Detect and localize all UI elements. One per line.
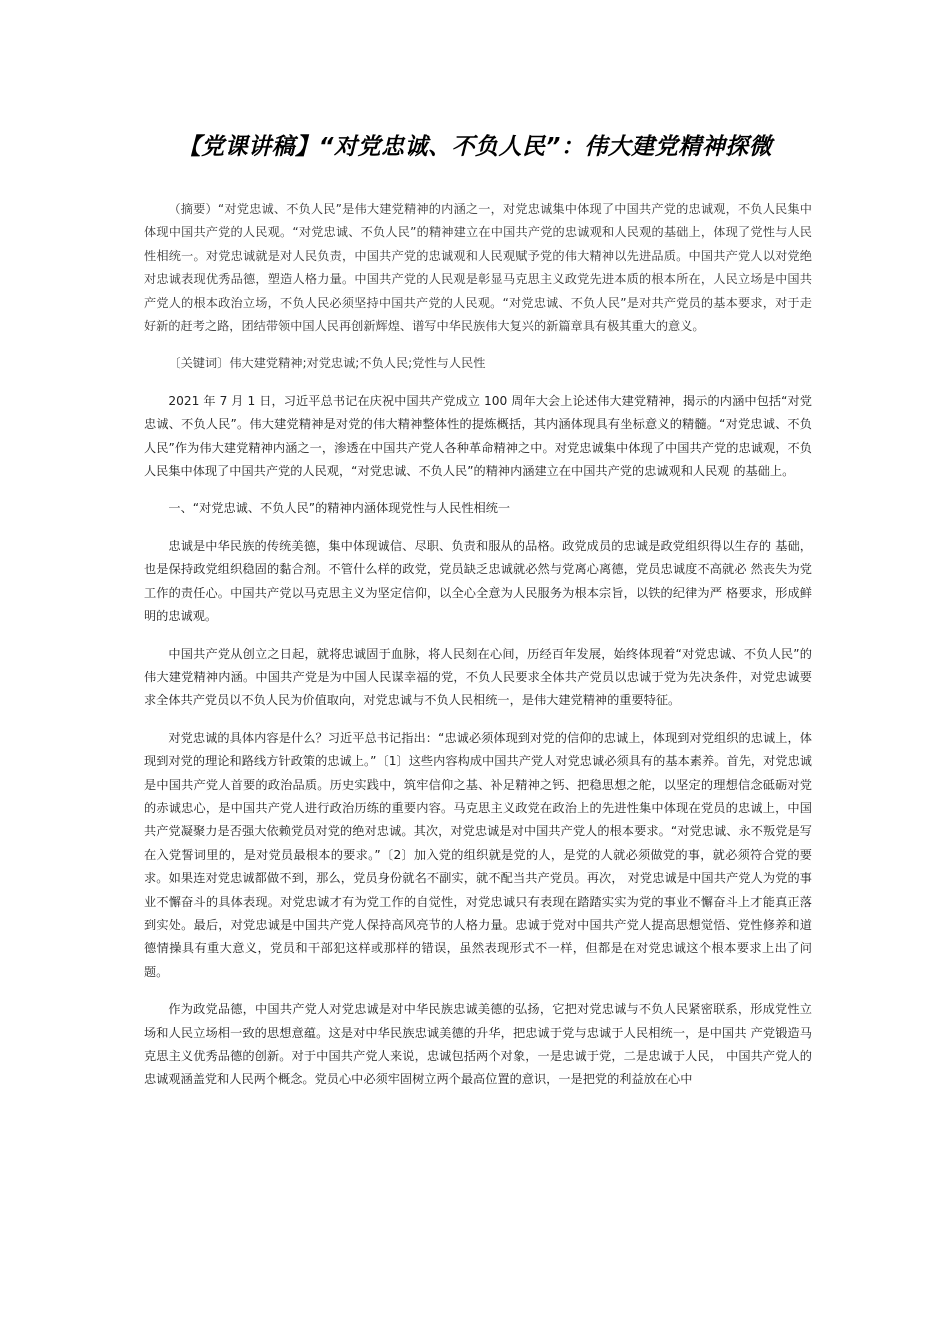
body-paragraph-3: 对党忠诚的具体内容是什么？习近平总书记指出：“忠诚必须体现到对党的信仰的忠诚上，体现到对党组织的忠诚上，体现到对党的理论和路线方针政策的忠诚上。”〔1〕这些内容构成中国共产党人对党忠诚必须具有的基本素养。首先，对党忠诚是中国共产党人首要的政治品质。历史实践中，筑牢信仰之基、补足精神之钙、把稳思想之舵，以坚定的理想信念砥砺对党的赤诚忠心，是中国共产党人进行政治历练的重要内容。马克思主义政党在政治上的先进性集中体现在党员的忠诚上，中国共产党凝聚力是否强大依赖党员对党的绝对忠诚。其次，对党忠诚是对中国共产党人的根本要求。“对党忠诚、永不叛党是写在入党誓词里的，是对党员最根本的要求。”〔2〕加入党的组织就是党的人，是党的人就必须做党的事，就必须符合党的要求。如果连对党忠诚都做不到，那么，党员身份就名不副实，就不配当共产党员。再次， 对党忠诚是中国共产党人为党的事业不懈奋斗的具体表现。对党忠诚才有为党工作的自觉性，对党忠诚只有表现在踏踏实实为党的事业不懈奋斗上才能真正落到实处。最后，对党忠诚是中国共产党人保持高风亮节的人格力量。忠诚于党对中国共产党人提高思想觉悟、党性修养和道德情操具有重大意义，党员和干部犯这样或那样的错误，虽然表现形式不一样，但都是在对党忠诚这个根本要求上出了问题。: [144, 730, 812, 979]
body-paragraph-1: 忠诚是中华民族的传统美德，集中体现诚信、尽职、负责和服从的品格。政党成员的忠诚是政党组织得以生存的 基础，也是保持政党组织稳固的黏合剂。不管什么样的政党，党员缺乏忠诚就必然与党离心离德，党员忠诚度不高就必 然丧失为党工作的责任心。中国共产党以马克思主义为坚定信仰，以全心全意为人民服务为根本宗旨，以铁的纪律为严 格要求，形成鲜明的忠诚观。: [144, 538, 812, 624]
body-paragraph-2: 中国共产党从创立之日起，就将忠诚固于血脉，将人民刻在心间，历经百年发展，始终体现着“对党忠诚、不负人民”的伟大建党精神内涵。中国共产党是为中国人民谋幸福的党，不负人民要求全体共产党员以忠诚于党为先决条件，对党忠诚要求全体共产党员以不负人民为价值取向，对党忠诚与不负人民相统一，是伟大建党精神的重要特征。: [144, 646, 812, 708]
body-paragraph-4: 作为政党品德，中国共产党人对党忠诚是对中华民族忠诚美德的弘扬，它把对党忠诚与不负人民紧密联系，形成党性立场和人民立场相一致的思想意蕴。这是对中华民族忠诚美德的升华，把忠诚于党与忠诚于人民相统一，是中国共 产党锻造马克思主义优秀品德的创新。对于中国共产党人来说，忠诚包括两个对象，一是忠诚于党，二是忠诚于人民， 中国共产党人的忠诚观涵盖党和人民两个概念。党员心中必须牢固树立两个最高位置的意识，一是把党的利益放在心中: [144, 1002, 812, 1087]
abstract-paragraph: （摘要）“对党忠诚、不负人民”是伟大建党精神的内涵之一，对党忠诚集中体现了中国共产党的忠诚观，不负人民集中体现中国共产党的人民观。“对党忠诚、不负人民”的精神建立在中国共产党的忠诚观和人民观的基础上，体现了党性与人民性相统一。对党忠诚就是对人民负责，中国共产党的忠诚观和人民观赋予党的伟大精神以先进品质。中国共产党人以对党绝对忠诚表现优秀品德，塑造人格力量。中国共产党的人民观是彰显马克思主义政党先进本质的根本所在，人民立场是中国共产党人的根本政治立场，不负人民必须坚持中国共产党的人民观。“对党忠诚、不负人民”是对共产党员的基本要求，对于走好新的赶考之路，团结带领中国人民再创新辉煌、谱写中华民族伟大复兴的新篇章具有极其重大的意义。: [144, 202, 812, 334]
section-heading-1: 一、“对党忠诚、不负人民”的精神内涵体现党性与人民性相统一: [168, 501, 511, 516]
document-body: [144, 198, 812, 1106]
keywords-paragraph: 〔关键词〕伟大建党精神;对党忠诚;不负人民;党性与人民性: [168, 356, 486, 371]
document-title: 【党课讲稿】“对党忠诚、不负人民”：伟大建党精神探微: [177, 134, 773, 160]
intro-paragraph: 2021 年 7 月 1 日，习近平总书记在庆祝中国共产党成立 100 周年大会上论述伟大建党精神，揭示的内涵中包括“对党忠诚、不负人民”。伟大建党精神是对党的伟大精神整体性的提炼概括，其内涵体现具有坐标意义的精髓。“对党忠诚、不负人民”作为伟大建党精神内涵之一，渗透在中国共产党人各种革命精神之中。对党忠诚集中体现了中国共产党的忠诚观，不负人民集中体现了中国共产党的人民观，“对党忠诚、不负人民”的精神内涵建立在中国共产党的忠诚观和人民观 的基础上。: [144, 393, 812, 479]
